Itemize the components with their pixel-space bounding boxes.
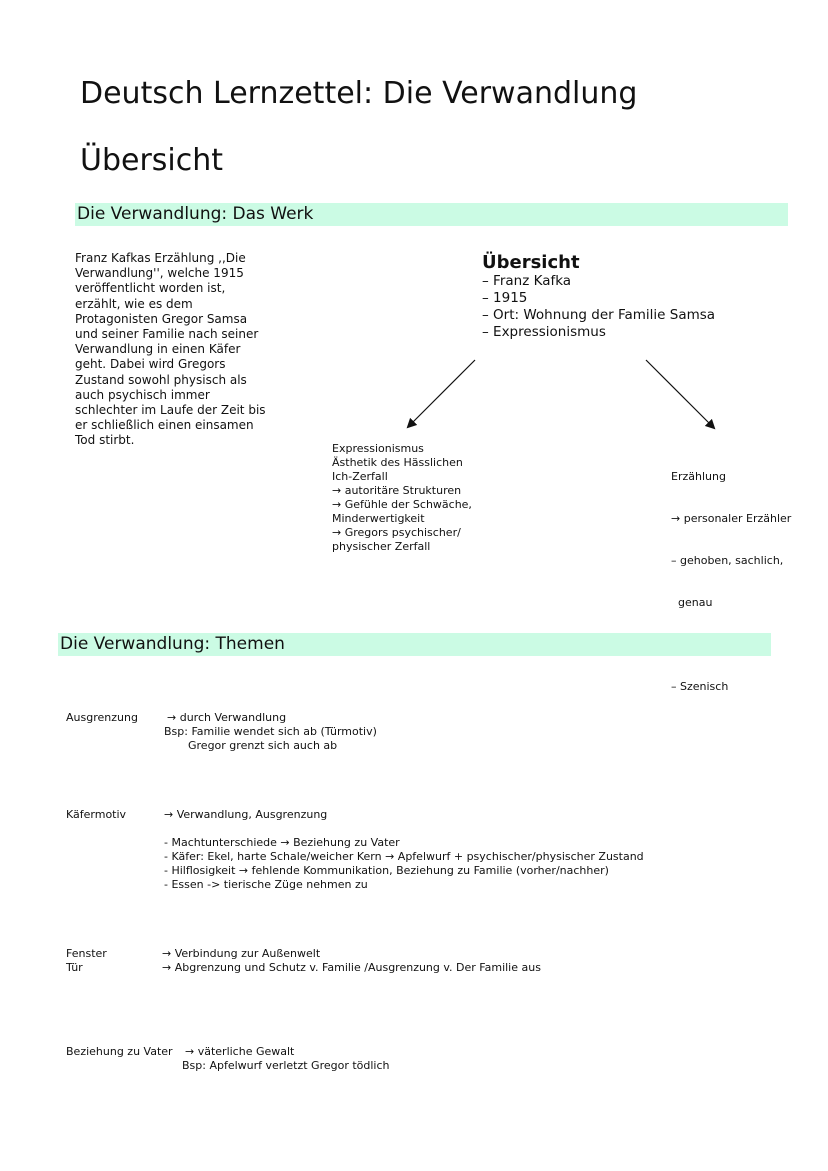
expressionismus-line: physischer Zerfall bbox=[332, 540, 431, 553]
erzaehlung-line: genau bbox=[671, 596, 713, 609]
intro-line: Protagonisten Gregor Samsa bbox=[75, 311, 248, 326]
intro-line: Verwandlung'', welche 1915 bbox=[75, 266, 244, 281]
intro-line: schlechter im Laufe der Zeit bis bbox=[75, 403, 266, 418]
intro-line: erzählt, wie es dem bbox=[75, 296, 193, 311]
expressionismus-line: → Gefühle der Schwäche, bbox=[332, 498, 472, 511]
theme-line: - Machtunterschiede → Beziehung zu Vater bbox=[164, 836, 400, 849]
section-heading-werk-text: Die Verwandlung: Das Werk bbox=[77, 204, 314, 224]
section-title: Übersicht bbox=[80, 143, 224, 178]
arrow-to-erzaehlung bbox=[646, 360, 714, 428]
overview-item: – Franz Kafka bbox=[482, 273, 572, 289]
theme-line: → durch Verwandlung bbox=[167, 711, 287, 724]
theme-line: Bsp: Familie wendet sich ab (Türmotiv) bbox=[164, 725, 377, 738]
theme-line: → Verwandlung, Ausgrenzung bbox=[164, 808, 328, 821]
expressionismus-box bbox=[332, 442, 472, 554]
theme-label-vater: Beziehung zu Vater bbox=[66, 1045, 173, 1058]
theme-line: → väterliche Gewalt bbox=[185, 1045, 295, 1058]
theme-line-spacer bbox=[164, 822, 644, 836]
arrow-to-expressionismus bbox=[408, 360, 475, 427]
expressionismus-line: Ich-Zerfall bbox=[332, 470, 388, 483]
section-heading-themen bbox=[58, 633, 771, 656]
page-title: Deutsch Lernzettel: Die Verwandlung bbox=[80, 76, 638, 111]
theme-line: Gregor grenzt sich auch ab bbox=[188, 739, 338, 752]
intro-line: er schließlich einen einsamen bbox=[75, 418, 254, 433]
intro-line: und seiner Familie nach seiner bbox=[75, 327, 259, 342]
intro-line: geht. Dabei wird Gregors bbox=[75, 357, 226, 372]
erzaehlung-line: – gehoben, sachlich, bbox=[671, 554, 784, 567]
theme-kaefermotiv bbox=[164, 808, 644, 892]
theme-label-kaefermotiv: Käfermotiv bbox=[66, 808, 127, 821]
theme-label-fenster: Fenster bbox=[66, 947, 107, 960]
expressionismus-line: → Gregors psychischer/ bbox=[332, 526, 461, 539]
intro-line: Zustand sowohl physisch als bbox=[75, 372, 247, 387]
overview-item: – Ort: Wohnung der Familie Samsa bbox=[482, 307, 716, 323]
overview-title: Übersicht bbox=[482, 252, 580, 273]
expressionismus-line: Minderwertigkeit bbox=[332, 512, 425, 525]
theme-line: → Verbindung zur Außenwelt bbox=[162, 947, 321, 960]
erzaehlung-line: – Szenisch bbox=[671, 680, 729, 693]
erzaehlung-line: → personaler Erzähler bbox=[671, 512, 792, 525]
theme-ausgrenzung bbox=[164, 711, 377, 753]
section-heading-themen-text: Die Verwandlung: Themen bbox=[60, 634, 285, 654]
theme-label-ausgrenzung: Ausgrenzung bbox=[66, 711, 138, 724]
overview-item: – 1915 bbox=[482, 290, 528, 306]
theme-label-tuer: Tür bbox=[66, 961, 83, 974]
theme-line: → Abgrenzung und Schutz v. Familie /Ausgrenzung v. Der Familie aus bbox=[162, 961, 541, 974]
overview-item: – Expressionismus bbox=[482, 324, 606, 340]
intro-line: auch psychisch immer bbox=[75, 387, 210, 402]
theme-line: - Hilflosigkeit → fehlende Kommunikation, Beziehung zu Familie (vorher/nachher) bbox=[164, 864, 609, 877]
expressionismus-line: Ästhetik des Hässlichen bbox=[332, 456, 463, 469]
expressionismus-line: → autoritäre Strukturen bbox=[332, 484, 462, 497]
expressionismus-line: Expressionismus bbox=[332, 442, 424, 455]
erzaehlung-box bbox=[671, 442, 791, 708]
intro-line: Franz Kafkas Erzählung ,,Die bbox=[75, 251, 246, 265]
intro-line: Verwandlung in einen Käfer bbox=[75, 342, 241, 357]
intro-line: veröffentlicht worden ist, bbox=[75, 281, 226, 296]
theme-line: Bsp: Apfelwurf verletzt Gregor tödlich bbox=[182, 1059, 390, 1072]
intro-line: Tod stirbt. bbox=[75, 433, 135, 448]
theme-line: - Käfer: Ekel, harte Schale/weicher Kern → Apfelwurf + psychischer/physischer Zustand bbox=[164, 850, 644, 863]
theme-line: - Essen -> tierische Züge nehmen zu bbox=[164, 878, 368, 891]
erzaehlung-line: Erzählung bbox=[671, 470, 726, 483]
